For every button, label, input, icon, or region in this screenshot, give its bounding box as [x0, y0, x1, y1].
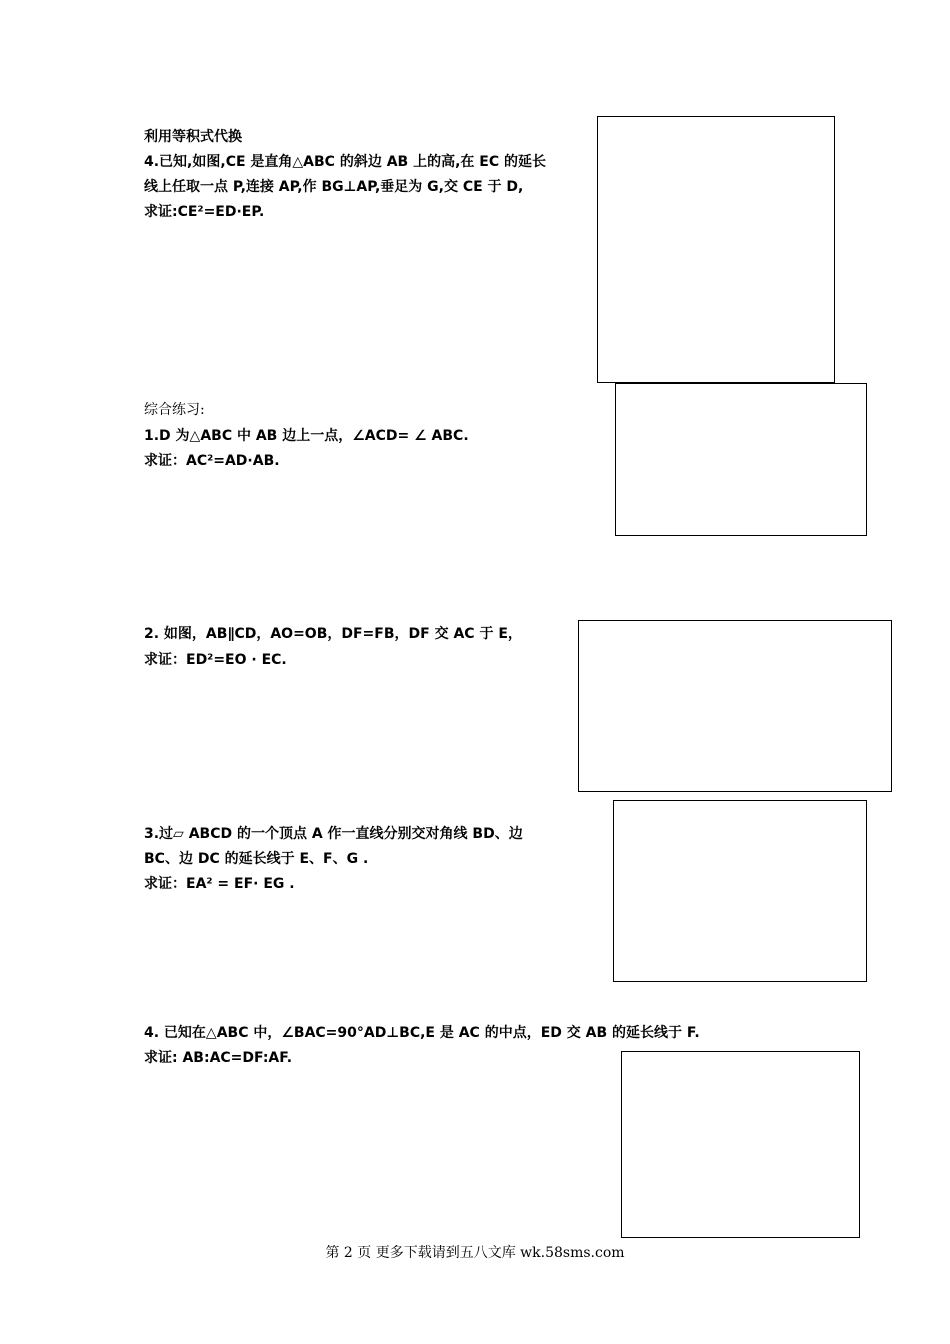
- practice-3-line-3: 求证：EA² = EF· EG .: [144, 876, 295, 892]
- problem-4-line-3: 求证:CE²=ED·EP.: [144, 204, 265, 220]
- practice-4-line-1: 4. 已知在△ABC 中，∠BAC=90°AD⊥BC,E 是 AC 的中点，ED 交 AB 的延长线于 F.: [144, 1025, 700, 1041]
- figure-box-problem-4: [597, 116, 835, 383]
- practice-4-line-2: 求证: AB:AC=DF:AF.: [144, 1050, 293, 1066]
- page-footer: 第 2 页 更多下载请到五八文库 wk.58sms.com: [325, 1245, 625, 1261]
- practice-3-line-1: 3.过▱ ABCD 的一个顶点 A 作一直线分别交对角线 BD、边: [144, 826, 523, 842]
- practice-1-line-2: 求证：AC²=AD·AB.: [144, 453, 280, 469]
- section-heading-practice: 综合练习:: [144, 402, 205, 418]
- figure-box-practice-3: [613, 800, 867, 982]
- figure-box-practice-4: [621, 1051, 860, 1238]
- problem-4-line-1: 4.已知,如图,CE 是直角△ABC 的斜边 AB 上的高,在 EC 的延长: [144, 154, 546, 170]
- section-heading-substitution: 利用等积式代换: [144, 129, 242, 145]
- figure-box-practice-2: [578, 620, 892, 792]
- practice-3-line-2: BC、边 DC 的延长线于 E、F、G .: [144, 851, 369, 867]
- practice-2-line-1: 2. 如图，AB∥CD，AO=OB，DF=FB，DF 交 AC 于 E，: [144, 626, 522, 642]
- problem-4-line-2: 线上任取一点 P,连接 AP,作 BG⊥AP,垂足为 G,交 CE 于 D,: [144, 179, 524, 195]
- practice-2-line-2: 求证：ED²=EO · EC.: [144, 652, 287, 668]
- practice-1-line-1: 1.D 为△ABC 中 AB 边上一点，∠ACD= ∠ ABC.: [144, 428, 469, 444]
- figure-box-practice-1: [615, 383, 867, 536]
